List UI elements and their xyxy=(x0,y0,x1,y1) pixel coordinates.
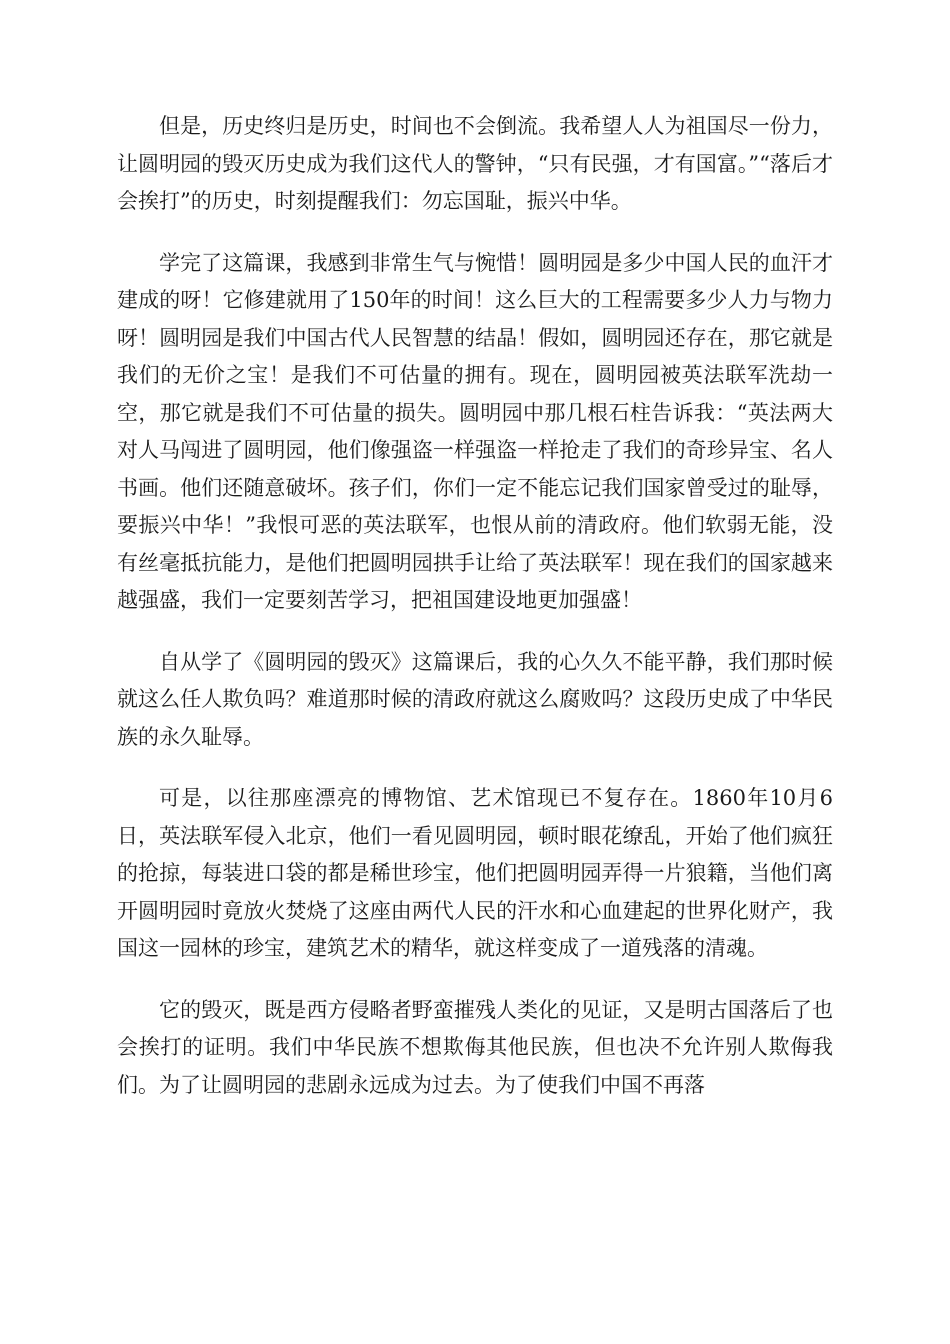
paragraph: 学完了这篇课，我感到非常生气与惋惜！圆明园是多少中国人民的血汗才建成的呀！它修建就用了150年的时间！这么巨大的工程需要多少人力与物力呀！圆明园是我们中国古代人民智慧的结晶！假如，圆明园还存在，那它就是我们的无价之宝！是我们不可估量的拥有。现在，圆明园被英法联军洗劫一空，那它就是我们不可估量的损失。圆明园中那几根石柱告诉我：“英法两大对人马闯进了圆明园，他们像强盗一样强盗一样抢走了我们的奇珍异宝、名人书画。他们还随意破坏。孩子们，你们一定不能忘记我们国家曾受过的耻辱，要振兴中华！”我恨可恶的英法联军，也恨从前的清政府。他们软弱无能，没有丝毫抵抗能力，是他们把圆明园拱手让给了英法联军！现在我们的国家越来越强盛，我们一定要刻苦学习，把祖国建设地更加强盛！ xyxy=(117,250,833,612)
paragraph: 可是，以往那座漂亮的博物馆、艺术馆现已不复存在。1860年10月6日，英法联军侵入北京，他们一看见圆明园，顿时眼花缭乱，开始了他们疯狂的抢掠，每装进口袋的都是稀世珍宝，他们把圆明园弄得一片狼籍，当他们离开圆明园时竟放火焚烧了这座由两代人民的汗水和心血建起的世界化财产，我国这一园林的珍宝，建筑艺术的精华，就这样变成了一道残落的清魂。 xyxy=(117,786,833,960)
document-body xyxy=(117,108,833,1128)
paragraph: 它的毁灭，既是西方侵略者野蛮摧残人类化的见证，又是明古国落后了也会挨打的证明。我们中华民族不想欺侮其他民族，但也决不允许别人欺侮我们。为了让圆明园的悲剧永远成为过去。为了使我们中国不再落 xyxy=(117,997,833,1097)
paragraph: 但是，历史终归是历史，时间也不会倒流。我希望人人为祖国尽一份力，让圆明园的毁灭历史成为我们这代人的警钟，“只有民强，才有国富。”“落后才会挨打”的历史，时刻提醒我们：勿忘国耻，振兴中华。 xyxy=(117,114,833,213)
paragraph: 自从学了《圆明园的毁灭》这篇课后，我的心久久不能平静，我们那时候就这么任人欺负吗？难道那时候的清政府就这么腐败吗？这段历史成了中华民族的永久耻辱。 xyxy=(117,649,833,749)
